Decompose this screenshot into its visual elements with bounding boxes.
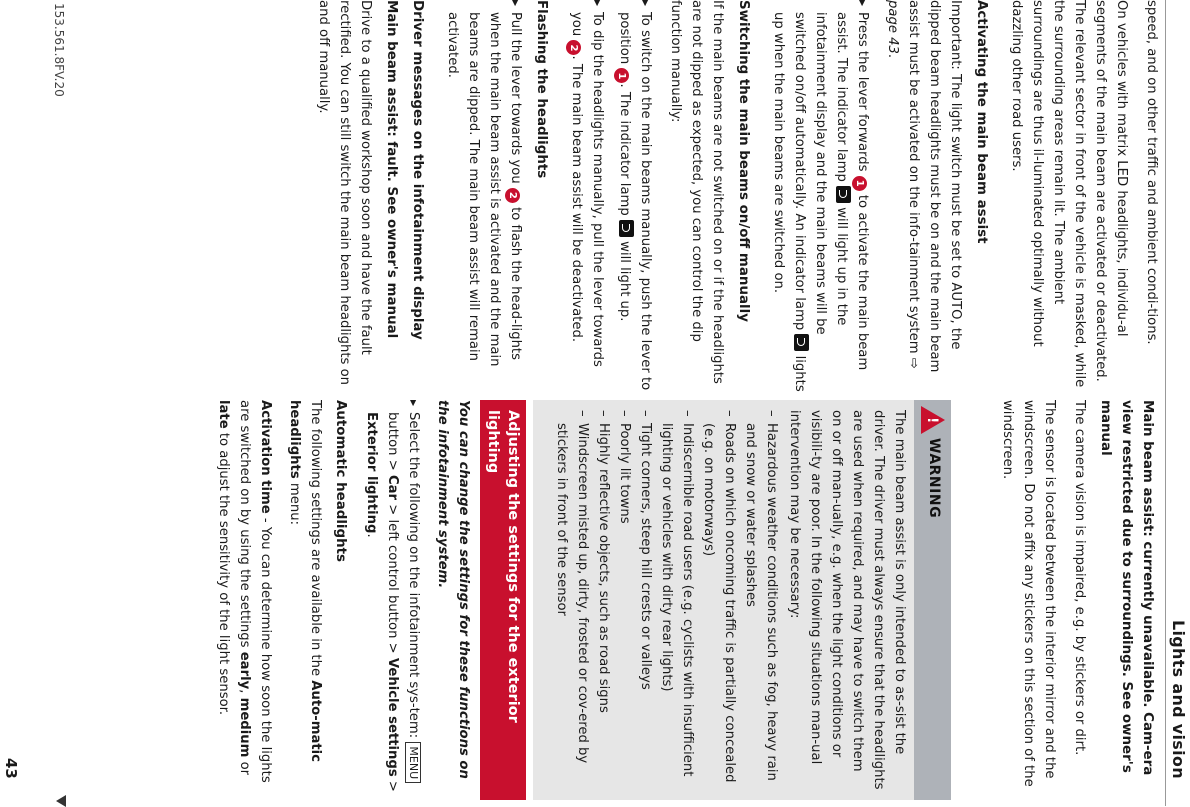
list-item: – Tight corners, steep hill crests or valleys — [635, 410, 656, 790]
instruction-item: ▶ Press the lever forwards 1 to activate the main beam assist. The indicator lamp will light up in the infotainment display and the main beams will be switched on/off automatically. An indicator lamp lights up when the main beams are switched on. — [768, 0, 873, 393]
left-column — [304, 0, 1162, 393]
warning-body — [551, 400, 914, 800]
position-2-badge: 2 — [505, 188, 520, 203]
section-intro: You can change the settings for these functions on the infotainment system. — [435, 400, 471, 779]
paragraph: The camera vision is impaired, e.g. by stickers or dirt. — [1072, 400, 1087, 756]
instruction-item: ▶ Pull the lever towards you 2 to flash the head-lights when the main beam assist is activated and the main beams are dipped. The main beam assist will remain activated. — [442, 0, 526, 393]
list-item: – Roads on which oncoming traffic is partially concealed (e.g. on motorways) — [698, 410, 740, 790]
heading-unavailable: Main beam assist: currently unavailable. Cam-era view restricted due to surroundings. See owner's manual — [1098, 400, 1155, 776]
page-reference-link[interactable]: ⇨ page 43 — [885, 0, 921, 369]
menu-button-label: MENU — [405, 742, 421, 783]
heading-activating: Activating the main beam assist — [974, 0, 989, 244]
paragraph: On vehicles with matrix LED headlights, individu-al segments of the main beam are activated or deactivated. The relevant sector in front of the vehicle is masked, while the surrounding areas remain lit. The ambient surroundings are thus il-luminated optimally without dazzling other road users. — [1009, 0, 1129, 388]
list-item: – Hazardous weather conditions such as fog, heavy rain and snow or water splashes — [740, 410, 782, 790]
menu-path-exterior-lighting: Exterior lighting — [364, 412, 379, 534]
paragraph: If the main beams are not switched on or if the headlights are not dipped as expected, you can control the dip function manually: — [668, 0, 725, 384]
list-item: – Indiscernible road users (e.g. cyclists with insufficient lighting or vehicles with dirty rear lights) — [656, 410, 698, 790]
position-1-badge: 1 — [614, 68, 629, 83]
paragraph: Activation time - You can determine how soon the lights are switched on by using the settings early, medium or late to adjust the sensitivity of the light sensor. — [216, 400, 273, 783]
section-title: Adjusting the settings for the exterior lighting — [485, 410, 521, 723]
instruction-item: ▶ To dip the headlights manually, pull the lever towards you 2. The main beam assist will be deactivated. — [566, 0, 608, 393]
menu-path-vehicle-settings: Vehicle settings — [385, 657, 400, 777]
chapter-title: Lights and vision — [1169, 620, 1188, 779]
header-divider — [1165, 0, 1166, 806]
main-beam-lamp-icon — [794, 334, 809, 351]
right-column-lower — [205, 400, 474, 800]
menu-path-car: Car — [385, 474, 400, 501]
heading-driver-messages: Driver messages on the infotainment display — [410, 0, 425, 340]
list-item: – Highly reflective objects, such as road signs — [593, 410, 614, 790]
main-beam-lamp-icon — [619, 220, 634, 237]
paragraph: Drive to a qualified workshop soon and have the fault rectified. You can still switch the main beam headlights on and off manually. — [316, 0, 373, 386]
document-code: 153.561.8FV.20 — [52, 3, 66, 97]
main-beam-assist-lamp-icon — [836, 186, 851, 203]
instruction-item: ▶ Select the following on the infotainment sys-tem: MENU button > Car > left control button > Vehicle settings > Exterior lighting. — [361, 400, 424, 800]
warning-box — [533, 400, 951, 800]
right-column — [988, 400, 1162, 800]
heading-automatic-headlights: Automatic headlights — [333, 400, 348, 562]
paragraph: The sensor is located between the interior mirror and the windscreen. Do not affix any stickers on this section of the windscreen. — [1000, 400, 1057, 787]
list-item: – Windscreen misted up, dirty, frosted or cov-ered by stickers in front of the sensor — [551, 410, 593, 790]
heading-flashing: Flashing the headlights — [534, 0, 549, 179]
position-1-badge: 1 — [852, 176, 867, 191]
heading-switching: Switching the main beams on/off manually — [736, 0, 751, 322]
paragraph: speed, and on other traffic and ambient condi-tions. — [1144, 0, 1159, 345]
warning-title: WARNING — [926, 438, 942, 519]
warning-text: The main beam assist is only intended to as-sist the driver. The driver must always ensure that the headlights are used when required, and may have to switch them on or off man-ually, e.g. when the light conditions or visibili-ty are poor. In the following situations man-ual intervention may be necessary: — [787, 410, 907, 790]
page-number: 43 — [2, 758, 20, 779]
position-2-badge: 2 — [566, 40, 581, 55]
paragraph: The following settings are available in the Auto-matic headlights menu: — [287, 400, 323, 762]
section-title-bar — [480, 400, 526, 800]
list-item: – Poorly lit towns — [614, 410, 635, 790]
paragraph: Important: The light switch must be set to AUTO, the dipped beam headlights must be on and the main beam assist must be activated on the info-tainment system ⇨ page 43. — [885, 0, 963, 373]
continue-triangle-icon — [56, 795, 66, 807]
instruction-item: ▶ To switch on the main beams manually, push the lever to position 1. The indicator lamp will light up. — [614, 0, 656, 393]
exclamation-icon: ! — [924, 417, 940, 424]
heading-fault: Main beam assist: fault. See owner's manual — [384, 0, 399, 339]
warning-header — [914, 400, 951, 800]
